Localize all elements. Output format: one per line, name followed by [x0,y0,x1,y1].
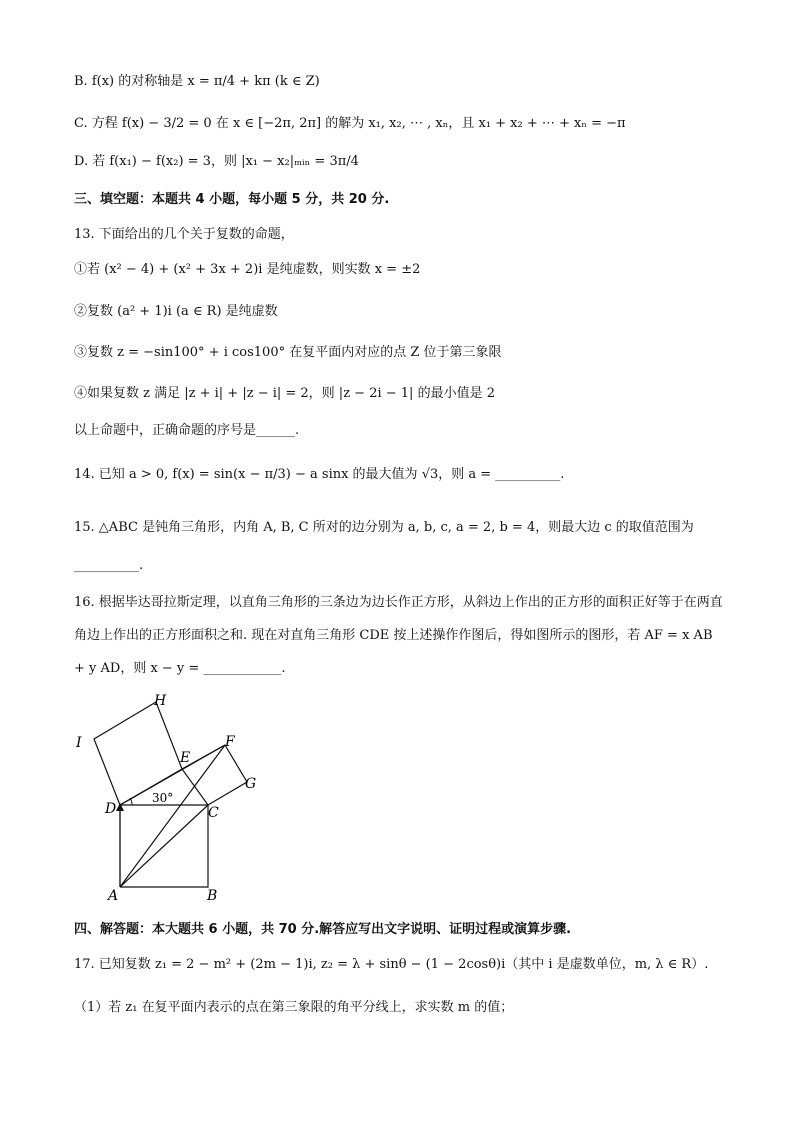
question-13-item-4: ④如果复数 z 满足 |z + i| + |z − i| = 2，则 |z − 2i − 1| 的最小值是 2 [74,386,495,401]
question-13-item-1: ①若 (x² − 4) + (x² + 3x + 2)i 是纯虚数，则实数 x = ±2 [74,262,421,277]
line-ac [120,805,208,887]
point-e-label: E [180,750,191,766]
point-g-label: G [245,776,257,792]
point-a-label: A [108,888,119,904]
question-14: 14. 已知 a > 0, f(x) = sin(x − π/3) − a sinx 的最大值为 √3，则 a = __________. [74,467,565,482]
square-dehi [94,702,182,805]
point-h-label: H [154,693,167,709]
point-i-label: I [76,735,82,751]
angle-label: 30° [152,791,174,805]
question-15-blank: __________. [74,558,144,573]
question-13-item-3: ③复数 z = −sin100° + i cos100° 在复平面内对应的点 Z 位于第三象限 [74,345,502,360]
section-3-heading: 三、填空题：本题共 4 小题，每小题 5 分，共 20 分. [74,192,390,207]
point-b-label: B [207,888,218,904]
question-13: 13. 下面给出的几个关于复数的命题， [74,227,294,242]
section-4-heading: 四、解答题：本大题共 6 小题，共 70 分.解答应写出文字说明、证明过程或演算步骤. [74,922,572,937]
question-15: 15. △ABC 是钝角三角形，内角 A, B, C 所对的边分别为 a, b, c, a = 2, b = 4，则最大边 c 的取值范围为 [74,520,694,535]
option-d: D. 若 f(x₁) − f(x₂) = 3，则 |x₁ − x₂|ₘᵢₙ = 3π/4 [74,154,359,169]
question-13-item-2: ②复数 (a² + 1)i (a ∈ R) 是纯虚数 [74,304,278,319]
arrow-head-d [116,803,124,811]
question-13-prompt: 以上命题中，正确命题的序号是______. [74,423,300,438]
question-17: 17. 已知复数 z₁ = 2 − m² + (2m − 1)i, z₂ = λ + sinθ − (1 − 2cosθ)i（其中 i 是虚数单位，m, λ ∈ R）. [74,957,709,972]
question-16: 16. 根据毕达哥拉斯定理，以直角三角形的三条边为边长作正方形，从斜边上作出的正方形的面积正好等于在两直角边上作出的正方形面积之和. 现在对直角三角形 CDE 按上述操作作图后，得如图所示的图形，若 AF = x AB + y AD，则 x − y = ____________. [74,595,723,676]
square-efgc [182,745,247,805]
geometry-figure [70,690,270,910]
point-d-label: D [105,801,117,817]
point-f-label: F [225,734,235,750]
option-c: C. 方程 f(x) − 3/2 = 0 在 x ∈ [−2π, 2π] 的解为 x₁, x₂, ⋯ , xₙ，且 x₁ + x₂ + ⋯ + xₙ = −π [74,116,626,131]
point-c-label: C [208,805,219,821]
question-17-part-1: （1）若 z₁ 在复平面内表示的点在第三象限的角平分线上，求实数 m 的值； [74,1000,514,1015]
option-b: B. f(x) 的对称轴是 x = π/4 + kπ (k ∈ Z) [74,74,320,89]
